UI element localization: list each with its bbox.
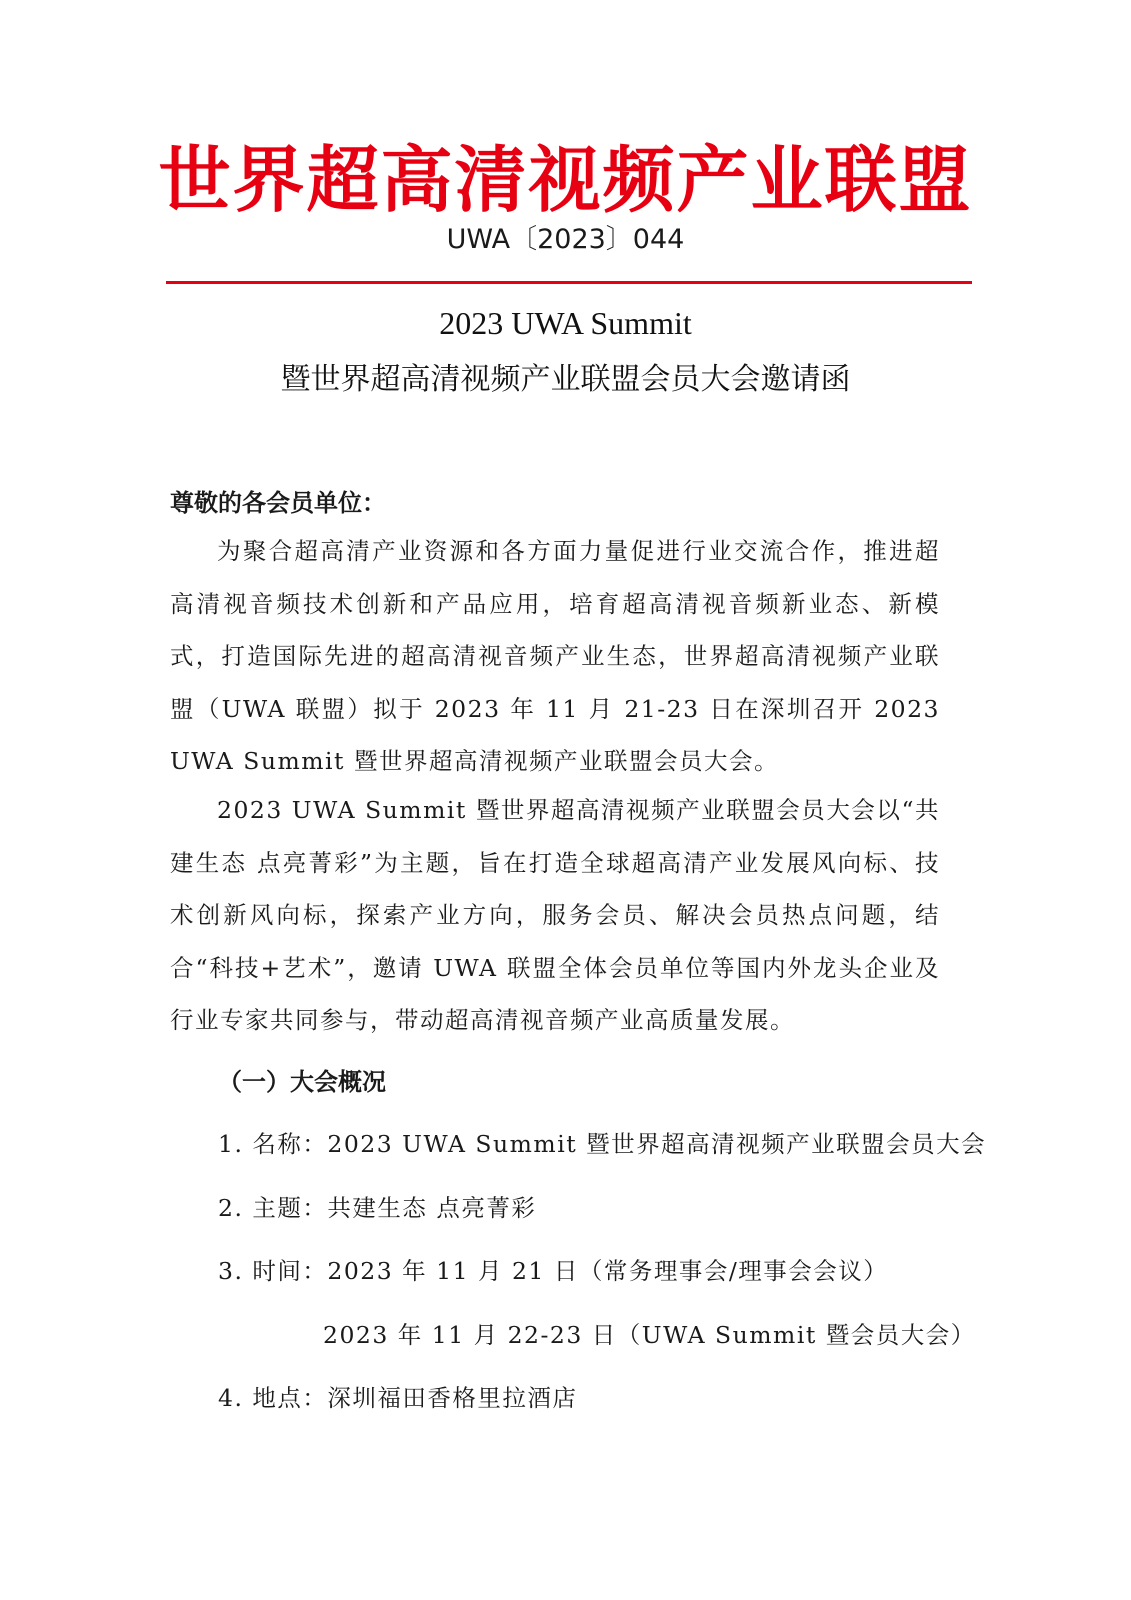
list-item-location: 4. 地点：深圳福田香格里拉酒店 [218,1384,578,1412]
list-item-time-continued: 2023 年 11 月 22-23 日（UWA Summit 暨会员大会） [323,1321,976,1349]
document-number: UWA〔2023〕044 [446,224,685,255]
body-paragraph: 为聚合超高清产业资源和各方面力量促进行业交流合作，推进超高清视音频技术创新和产品应用，培育超高清视音频新业态、新模式，打造国际先进的超高清视音频产业生态，世界超高清视频产业联盟（UWA 联盟）拟于 2023 年 11 月 21-23 日在深圳召开 2023 UWA Summit 暨世界超高清视频产业联盟会员大会。 [170,537,940,775]
salutation: 尊敬的各会员单位： [170,488,386,517]
list-item-name: 1. 名称：2023 UWA Summit 暨世界超高清视频产业联盟会员大会 [218,1130,987,1158]
list-item-theme: 2. 主题：共建生态 点亮菁彩 [218,1194,537,1222]
document-title-line2: 暨世界超高清视频产业联盟会员大会邀请函 [280,362,851,397]
body-paragraph: 2023 UWA Summit 暨世界超高清视频产业联盟会员大会以“共建生态 点亮菁彩”为主题，旨在打造全球超高清产业发展风向标、技术创新风向标，探索产业方向，服务会员、解决会员热点问题，结合“科技+艺术”，邀请 UWA 联盟全体会员单位等国内外龙头企业及行业专家共同参与，带动超高清视音频产业高质量发展。 [170,796,940,1034]
document-title-line1: 2023 UWA Summit [439,305,692,341]
section-heading: （一）大会概况 [218,1067,386,1096]
letterhead-divider [166,281,972,284]
list-item-time: 3. 时间：2023 年 11 月 21 日（常务理事会/理事会会议） [218,1257,889,1285]
org-letterhead-title: 世界超高清视频产业联盟 [158,137,973,222]
